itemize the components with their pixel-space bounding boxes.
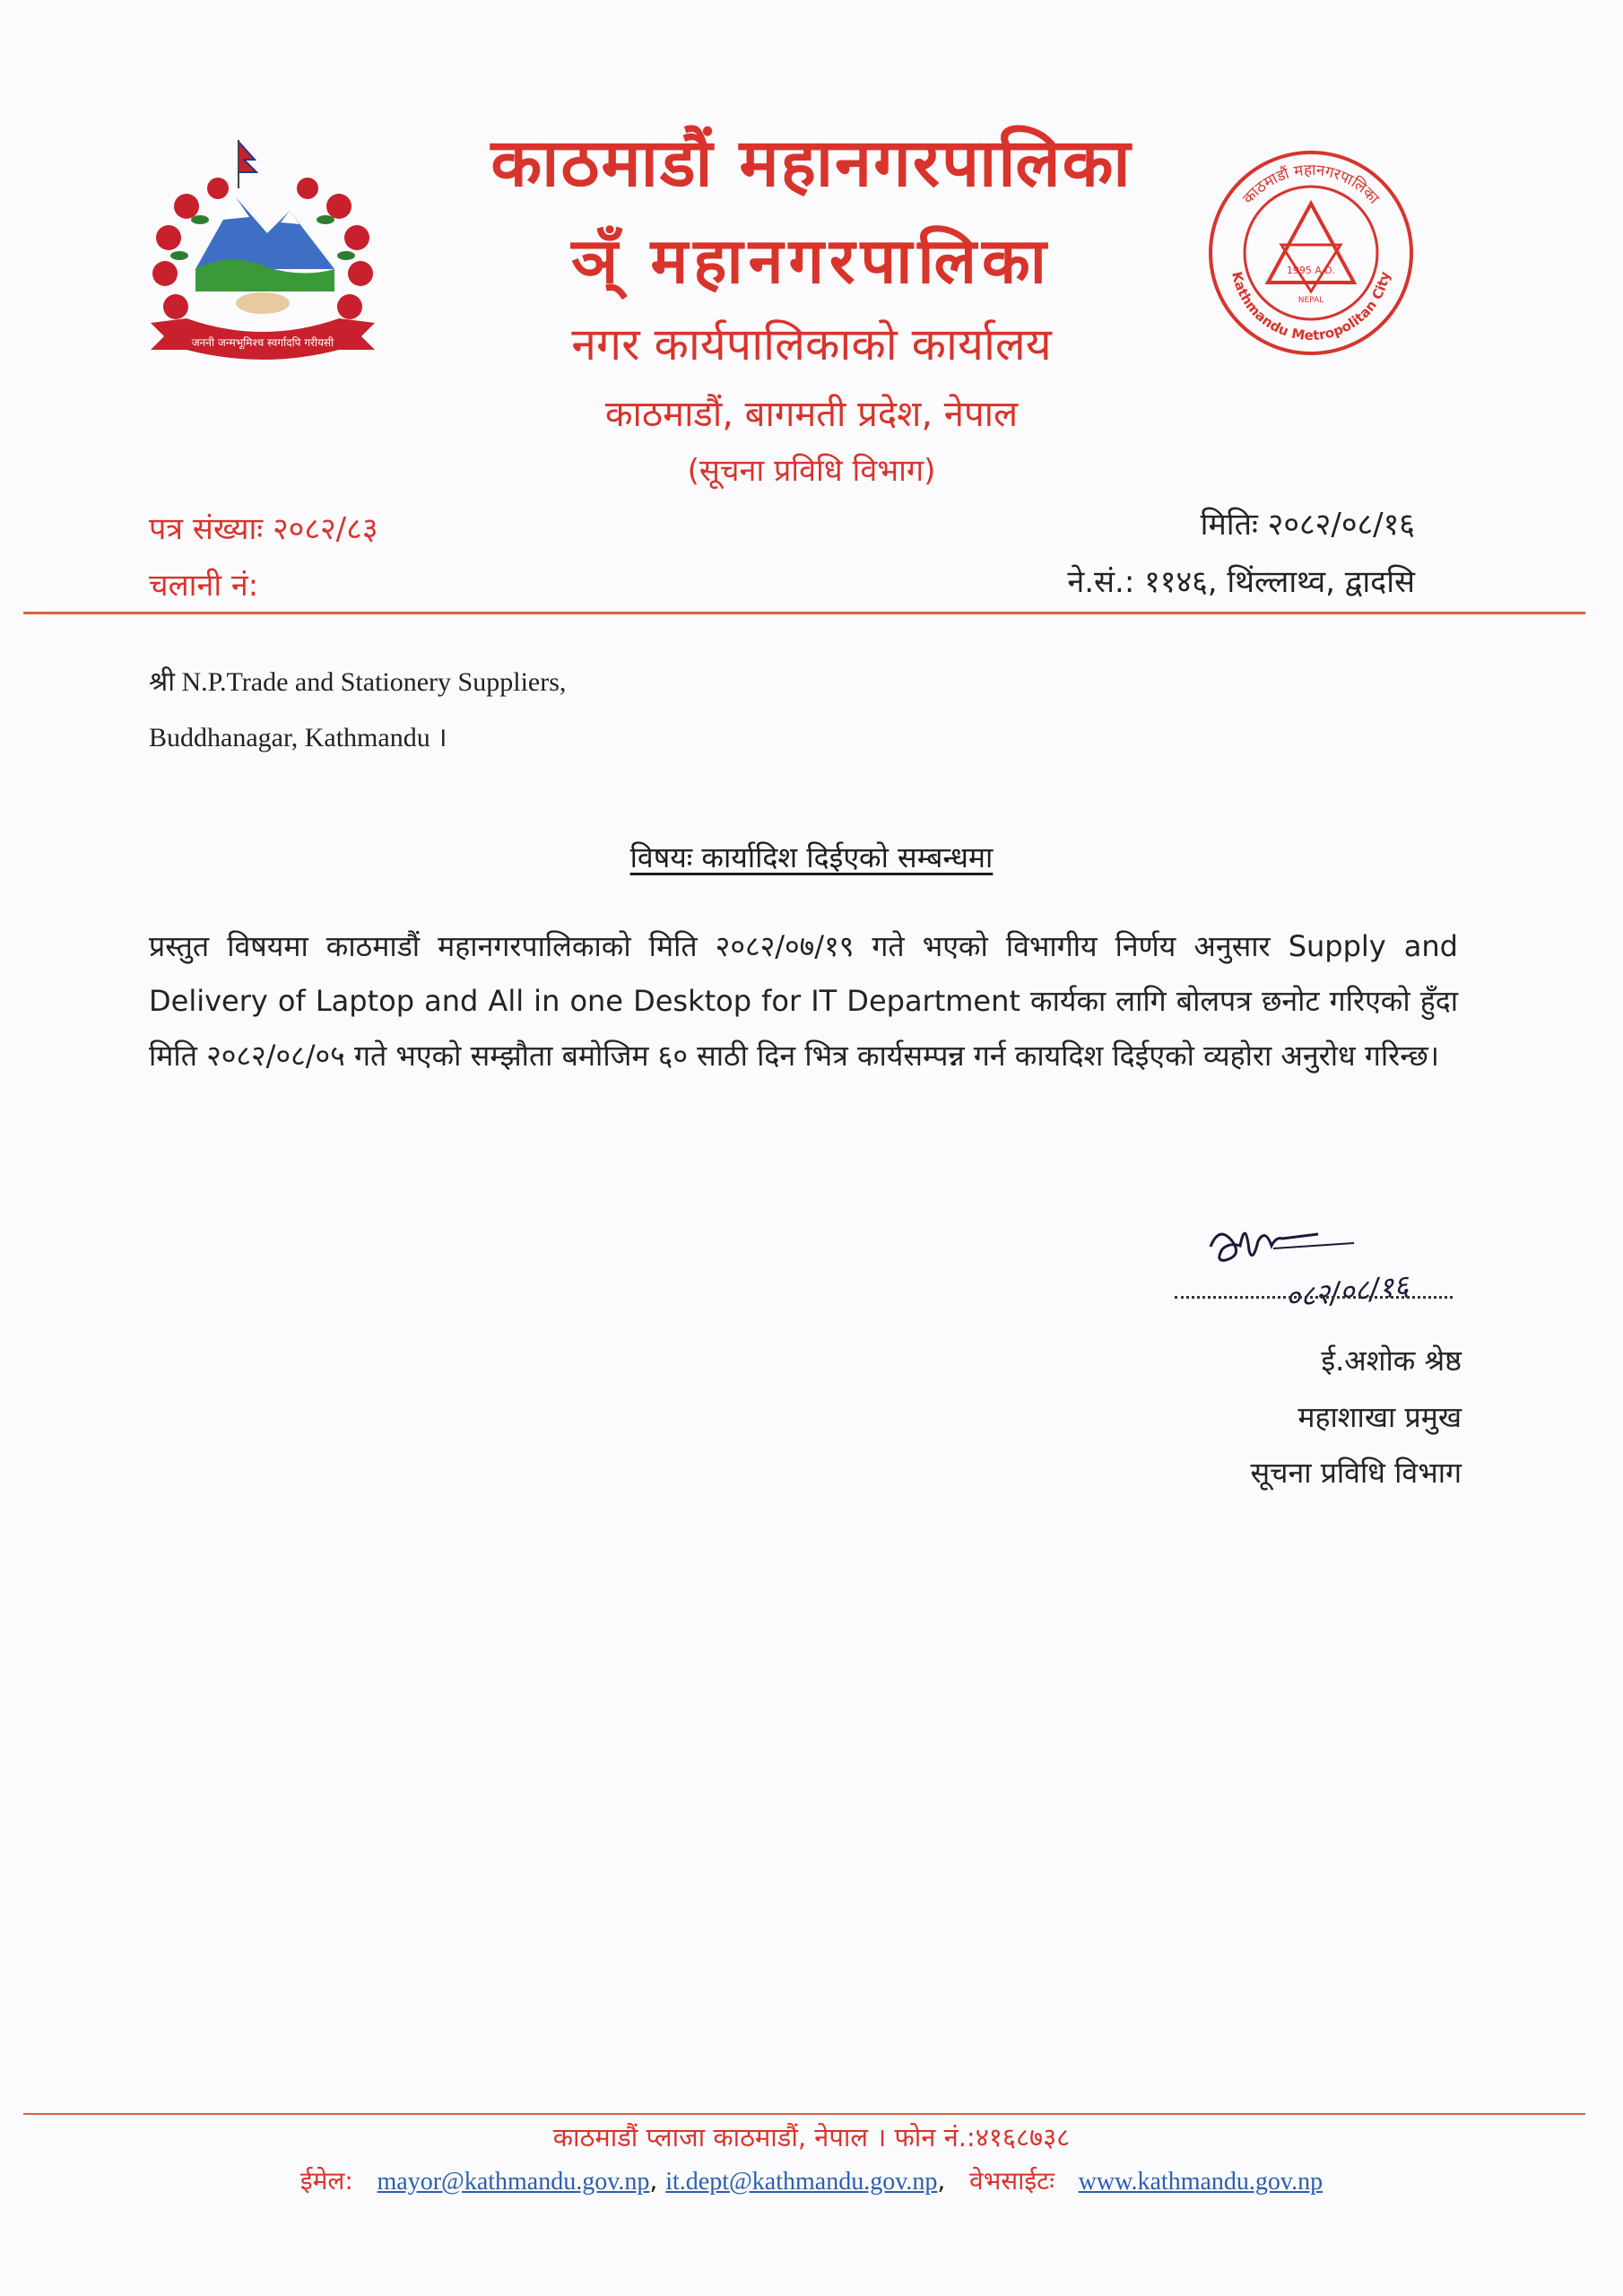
header-title-newari: ञ्ँ महानगरपालिका xyxy=(571,223,1052,298)
recipient-line-2: Buddhanagar, Kathmandu । xyxy=(149,723,447,752)
letter-date: मितिः २०८२/०८/१६ xyxy=(1200,507,1415,543)
footer-contacts: ईमेल: mayor@kathmandu.gov.np, it.dept@kathmandu.gov.np, वेभसाईटः www.kathmandu.gov.np xyxy=(299,2166,1324,2196)
header-office-name: नगर कार्यपालिकाको कार्यालय xyxy=(571,318,1052,370)
svg-text:Kathmandu Metropolitan City: Kathmandu Metropolitan City xyxy=(1228,270,1393,344)
signatory-title: महाशाखा प्रमुख xyxy=(1298,1400,1462,1434)
nepal-sambat-date: ने.सं.: ११४६, थिंल्लाथ्व, द्वादसि xyxy=(1067,564,1415,600)
header-address: काठमाडौं, बागमती प्रदेश, नेपाल xyxy=(604,394,1019,435)
svg-text:NEPAL: NEPAL xyxy=(1298,296,1324,305)
website-label: वेभसाईटः xyxy=(969,2166,1055,2196)
email-link-mayor[interactable]: mayor@kathmandu.gov.np xyxy=(377,2168,650,2196)
letter-number: पत्र संख्याः २०८२/८३ xyxy=(149,511,378,547)
website-link[interactable]: www.kathmandu.gov.np xyxy=(1078,2168,1324,2196)
letter-body: प्रस्तुत विषयमा काठमाडौं महानगरपालिकाको मिति २०८२/०७/१९ गते भएको विभागीय निर्णय अनुसार Supply and Delivery of Laptop and All in one Desktop for IT Department कार्यका लागि बोलपत्र छनोट गरिएको हुँदा मिति २०८२/०८/०५ गते भएको सम्झौता बमोजिम ६० साठी दिन भित्र कार्यसम्पन्न गर्न कायदिश दिईएको व्यहोरा अनुरोध गरिन्छ। xyxy=(149,929,1458,1073)
handwritten-date: ०८२/०८/१६ xyxy=(1283,1267,1410,1316)
dispatch-number: चलानी नं: xyxy=(149,568,259,604)
svg-text:जननी जन्मभूमिश्च स्वर्गादपि गर: जननी जन्मभूमिश्च स्वर्गादपि गरीयसी xyxy=(191,336,334,349)
email-link-it-dept[interactable]: it.dept@kathmandu.gov.np xyxy=(665,2168,938,2196)
footer-divider xyxy=(23,2113,1585,2115)
email-label: ईमेल: xyxy=(299,2166,353,2196)
header-title-municipality: काठमाडौं महानगरपालिका xyxy=(490,125,1133,202)
recipient-line-1: श्री N.P.Trade and Stationery Suppliers, xyxy=(149,667,567,697)
svg-text:काठमाडौं महानगरपालिका: काठमाडौं महानगरपालिका xyxy=(1239,161,1383,208)
signature-line xyxy=(1175,1296,1453,1299)
signatory-name: ई.अशोक श्रेष्ठ xyxy=(1321,1344,1462,1378)
svg-text:1995 A.D.: 1995 A.D. xyxy=(1286,265,1336,276)
header-divider xyxy=(23,612,1585,614)
signatory-department: सूचना प्रविधि विभाग xyxy=(1250,1456,1462,1490)
kathmandu-metropolitan-seal xyxy=(1206,148,1417,359)
footer-address: काठमाडौं प्लाजा काठमाडौं, नेपाल । फोन नं.:४१६८७३८ xyxy=(552,2122,1071,2152)
header-department: (सूचना प्रविधि विभाग) xyxy=(687,453,936,489)
subject-line: विषयः कार्यादिश दिईएको सम्बन्धमा xyxy=(629,840,994,874)
